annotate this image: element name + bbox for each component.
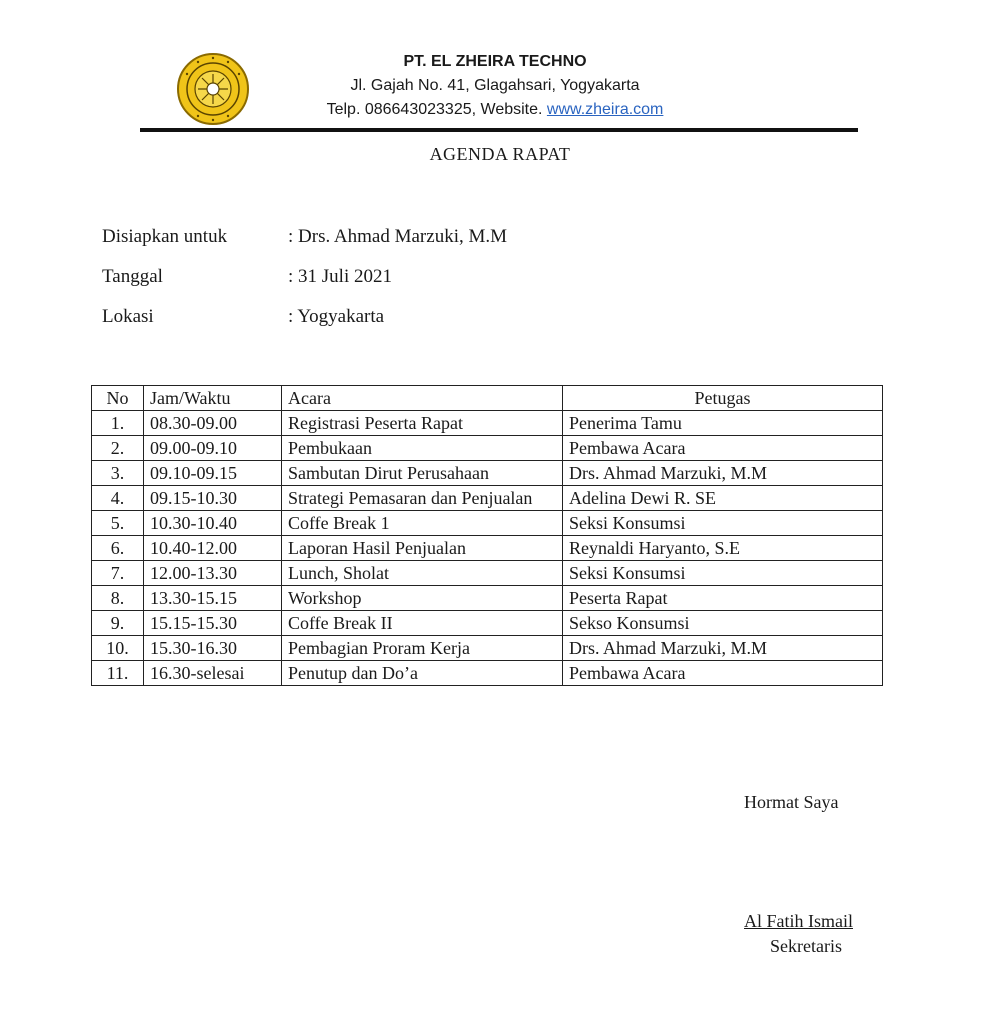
- row-no: 7.: [92, 561, 144, 586]
- info-value: : Yogyakarta: [288, 306, 385, 327]
- row-time: 09.00-09.10: [144, 436, 282, 461]
- company-name: PT. EL ZHEIRA TECHNO: [403, 53, 587, 70]
- header-petugas: Petugas: [563, 386, 883, 411]
- row-time: 12.00-13.30: [144, 561, 282, 586]
- table-row: [92, 586, 883, 611]
- table-row: [92, 636, 883, 661]
- row-no: 6.: [92, 536, 144, 561]
- letterhead: [300, 50, 690, 122]
- row-time: 09.15-10.30: [144, 486, 282, 511]
- row-no: 8.: [92, 586, 144, 611]
- info-label: Lokasi: [102, 306, 154, 327]
- table-header-row: [92, 386, 883, 411]
- row-officer: Pembawa Acara: [563, 661, 883, 686]
- company-address: Jl. Gajah No. 41, Glagahsari, Yogyakarta: [350, 77, 640, 94]
- row-time: 15.15-15.30: [144, 611, 282, 636]
- table-row: [92, 461, 883, 486]
- info-label: Tanggal: [102, 266, 163, 287]
- row-no: 10.: [92, 636, 144, 661]
- row-activity: Coffe Break 1: [282, 511, 563, 536]
- table-row: [92, 436, 883, 461]
- row-no: 9.: [92, 611, 144, 636]
- document-title: AGENDA RAPAT: [429, 144, 571, 164]
- row-officer: Sekso Konsumsi: [563, 611, 883, 636]
- row-officer: Drs. Ahmad Marzuki, M.M: [563, 636, 883, 661]
- row-time: 15.30-16.30: [144, 636, 282, 661]
- header-acara: Acara: [282, 386, 563, 411]
- row-activity: Pembukaan: [282, 436, 563, 461]
- row-officer: Seksi Konsumsi: [563, 511, 883, 536]
- website-link[interactable]: www.zheira.com: [546, 101, 664, 118]
- row-activity: Laporan Hasil Penjualan: [282, 536, 563, 561]
- table-row: [92, 561, 883, 586]
- info-value: : 31 Juli 2021: [288, 266, 392, 287]
- university-seal-logo: [176, 52, 250, 126]
- row-activity: Penutup dan Do’a: [282, 661, 563, 686]
- row-activity: Pembagian Proram Kerja: [282, 636, 563, 661]
- row-activity: Registrasi Peserta Rapat: [282, 411, 563, 436]
- row-time: 13.30-15.15: [144, 586, 282, 611]
- company-contact: [300, 98, 690, 122]
- closing-greeting: Hormat Saya: [744, 792, 839, 812]
- header-jam: Jam/Waktu: [144, 386, 282, 411]
- row-no: 11.: [92, 661, 144, 686]
- row-time: 10.40-12.00: [144, 536, 282, 561]
- row-time: 10.30-10.40: [144, 511, 282, 536]
- row-time: 16.30-selesai: [144, 661, 282, 686]
- row-time: 08.30-09.00: [144, 411, 282, 436]
- signer-name: Al Fatih Ismail: [744, 911, 853, 931]
- header-no: No: [92, 386, 144, 411]
- table-row: [92, 661, 883, 686]
- agenda-table: [91, 385, 883, 686]
- row-activity: Coffe Break II: [282, 611, 563, 636]
- table-row: [92, 511, 883, 536]
- signer-role: Sekretaris: [770, 936, 842, 956]
- row-officer: Adelina Dewi R. SE: [563, 486, 883, 511]
- letterhead-divider: [140, 128, 858, 132]
- agenda-table-body: [92, 411, 883, 686]
- row-activity: Sambutan Dirut Perusahaan: [282, 461, 563, 486]
- row-officer: Pembawa Acara: [563, 436, 883, 461]
- row-officer: Penerima Tamu: [563, 411, 883, 436]
- contact-phone: Telp. 086643023325, Website.: [326, 101, 547, 118]
- row-no: 3.: [92, 461, 144, 486]
- row-officer: Seksi Konsumsi: [563, 561, 883, 586]
- row-officer: Reynaldi Haryanto, S.E: [563, 536, 883, 561]
- row-no: 1.: [92, 411, 144, 436]
- row-activity: Lunch, Sholat: [282, 561, 563, 586]
- table-row: [92, 536, 883, 561]
- table-row: [92, 611, 883, 636]
- info-value: : Drs. Ahmad Marzuki, M.M: [288, 226, 508, 247]
- row-activity: Strategi Pemasaran dan Penjualan: [282, 486, 563, 511]
- row-activity: Workshop: [282, 586, 563, 611]
- row-no: 5.: [92, 511, 144, 536]
- row-no: 2.: [92, 436, 144, 461]
- info-label: Disiapkan untuk: [102, 226, 228, 247]
- row-no: 4.: [92, 486, 144, 511]
- row-time: 09.10-09.15: [144, 461, 282, 486]
- table-row: [92, 411, 883, 436]
- table-row: [92, 486, 883, 511]
- row-officer: Drs. Ahmad Marzuki, M.M: [563, 461, 883, 486]
- row-officer: Peserta Rapat: [563, 586, 883, 611]
